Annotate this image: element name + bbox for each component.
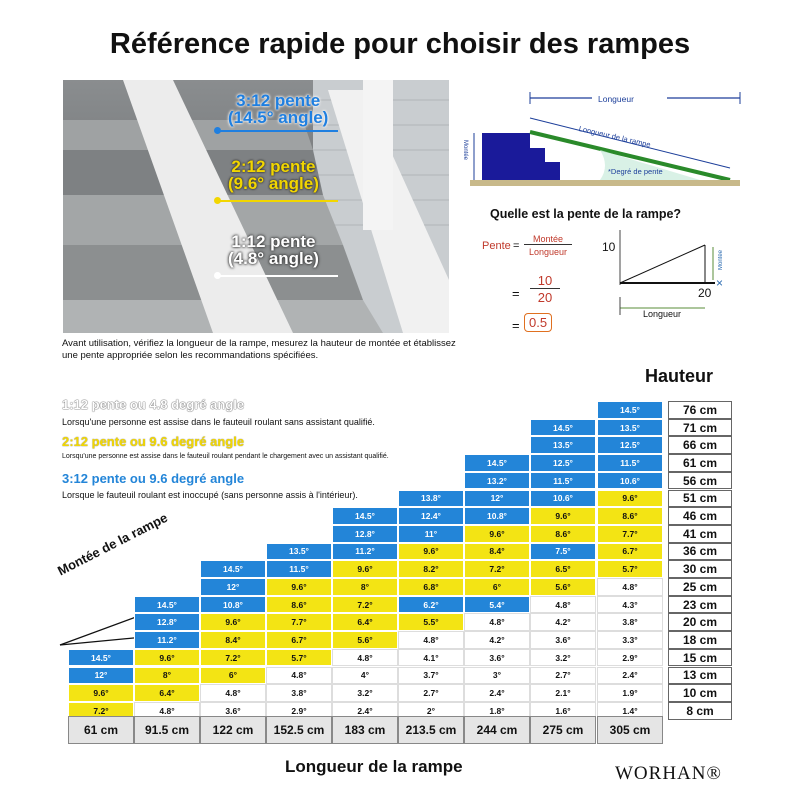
equals-sign-2: = [512,318,520,333]
height-cell: 46 cm [668,507,732,525]
fraction-20: 20 [537,290,553,305]
fraction-10: 10 [530,273,560,289]
table-cell: 4.8° [332,649,398,667]
slope-label-line2: (14.5° angle) [228,108,329,127]
white-line [218,275,338,277]
slope-label-line1: 2:12 pente [231,157,316,176]
table-cell: 10.8° [464,507,530,525]
table-cell: 6.7° [266,631,332,649]
table-cell: 14.5° [134,596,200,614]
table-cell: 3° [464,667,530,685]
legend-desc-3: Lorsque le fauteuil roulant est inoccupé (sans personne assis à l'intérieur). [62,490,358,500]
table-cell: 6.8° [398,578,464,596]
table-cell: 9.6° [530,507,596,525]
height-cell: 71 cm [668,419,732,437]
slope-question-title: Quelle est la pente de la rampe? [490,207,682,221]
formula-numerator: Montée [524,234,572,245]
legend-title-3: 3:12 pente ou 9.6 degré angle [62,471,245,486]
table-cell: 13.2° [464,472,530,490]
footer-title: Longueur de la rampe [285,757,463,776]
length-cell: 275 cm [530,716,596,744]
table-cell: 9.6° [398,543,464,561]
slope-label-line1: 3:12 pente [236,91,321,110]
table-cell: 3.7° [398,667,464,685]
height-cell: 10 cm [668,684,732,702]
table-cell: 2.7° [530,667,596,685]
table-cell: 4.8° [398,631,464,649]
legend-title-2: 2:12 pente ou 9.6 degré angle [62,434,245,449]
legend-title-1: 1:12 pente ou 4.8 degré angle [62,397,245,412]
table-cell: 4.8° [597,578,663,596]
table-cell: 8.2° [398,560,464,578]
table-cell: 7.7° [597,525,663,543]
table-cell: 2.9° [597,649,663,667]
length-cell: 244 cm [464,716,530,744]
table-cell: 9.6° [597,490,663,508]
table-cell: 1.8° [464,702,530,720]
table-cell: 8.6° [597,507,663,525]
table-cell: 5.5° [398,613,464,631]
table-cell: 8.6° [266,596,332,614]
table-cell: 6.4° [134,684,200,702]
table-cell: 8.4° [464,543,530,561]
table-cell: 3.2° [332,684,398,702]
table-cell: 6° [200,667,266,685]
table-cell: 3.6° [530,631,596,649]
length-cell: 152.5 cm [266,716,332,744]
table-cell: 9.6° [200,613,266,631]
table-cell: 11.2° [332,543,398,561]
brand-logo: WORHAN® [615,763,722,784]
yellow-line [218,200,338,202]
height-cell: 61 cm [668,454,732,472]
page-title: Référence rapide pour choisir des rampes [109,28,691,60]
table-cell: 5.4° [464,596,530,614]
table-cell: 4.8° [464,613,530,631]
table-cell: 14.5° [530,419,596,437]
table-cell: 12.4° [398,507,464,525]
blue-line [218,130,338,132]
table-cell: 7.7° [266,613,332,631]
table-cell: 9.6° [464,525,530,543]
height-cell: 15 cm [668,649,732,667]
pente-label: Pente [482,240,511,252]
table-cell: 12.5° [530,454,596,472]
table-cell: 14.5° [68,649,134,667]
table-cell: 4.2° [464,631,530,649]
hauteur-title: Hauteur [645,366,714,386]
table-cell: 14.5° [464,454,530,472]
table-cell: 4.8° [200,684,266,702]
length-cell: 122 cm [200,716,266,744]
table-cell: 2.9° [266,702,332,720]
table-cell: 3.2° [530,649,596,667]
table-cell: 2.7° [398,684,464,702]
slope-label-line2: (9.6° angle) [228,174,319,193]
table-cell: 6.7° [597,543,663,561]
length-cell: 305 cm [597,716,663,744]
table-cell: 7.2° [68,702,134,720]
table-cell: 12° [68,667,134,685]
table-cell: 4.8° [266,667,332,685]
table-cell: 2.4° [332,702,398,720]
table-cell: 11° [398,525,464,543]
table-cell: 8° [332,578,398,596]
height-cell: 25 cm [668,578,732,596]
table-cell: 13.5° [530,436,596,454]
table-cell: 3.6° [464,649,530,667]
table-cell: 14.5° [332,507,398,525]
slope-label-1-12 [228,233,319,267]
table-cell: 3.6° [200,702,266,720]
usage-note: Avant utilisation, vérifiez la longueur de la rampe, mesurez la hauteur de montée et établissez une pente appropriée selon les recommandations spécifiées. [62,338,456,361]
table-cell: 6.2° [398,596,464,614]
table-cell: 13.8° [398,490,464,508]
legend-desc-1: Lorsqu'une personne est assise dans le fauteuil roulant sans assistant qualifié. [62,417,375,427]
diagram-longueur: Longueur [598,94,634,104]
table-cell: 6° [464,578,530,596]
table-cell: 5.6° [530,578,596,596]
table-cell: 2.1° [530,684,596,702]
table-cell: 8° [134,667,200,685]
table-cell: 2.4° [464,684,530,702]
table-cell: 11.5° [530,472,596,490]
table-cell: 7.5° [530,543,596,561]
legend-desc-2: Lorsqu'une personne est assise dans le fauteuil roulant pendant le chargement avec un assistant qualifié. [62,453,389,460]
table-cell: 9.6° [332,560,398,578]
ramp-diagram [460,88,750,200]
table-cell: 10.6° [530,490,596,508]
slope-label-line1: 1:12 pente [231,232,316,251]
table-cell: 12.8° [332,525,398,543]
table-cell: 7.2° [200,649,266,667]
height-cell: 56 cm [668,472,732,490]
height-cell: 23 cm [668,596,732,614]
table-cell: 4.8° [134,702,200,720]
height-cell: 51 cm [668,490,732,508]
slope-result: 0.5 [524,313,552,332]
table-cell: 5.7° [266,649,332,667]
table-cell: 11.2° [134,631,200,649]
table-cell: 7.2° [464,560,530,578]
table-cell: 7.2° [332,596,398,614]
table-cell: 6.4° [332,613,398,631]
table-cell: 12° [200,578,266,596]
table-cell: 8.6° [530,525,596,543]
graph-x-mark: × [716,276,724,290]
table-cell: 1.6° [530,702,596,720]
equals-sign: = [512,286,520,301]
table-cell: 14.5° [200,560,266,578]
table-cell: 3.3° [597,631,663,649]
height-cell: 13 cm [668,667,732,685]
table-cell: 5.6° [332,631,398,649]
height-cell: 76 cm [668,401,732,419]
height-cell: 41 cm [668,525,732,543]
table-cell: 4.1° [398,649,464,667]
formula-denominator: Longueur [528,247,568,257]
table-cell: 12.8° [134,613,200,631]
graph-y-10: 10 [602,240,616,254]
height-cell: 36 cm [668,543,732,561]
height-cell: 66 cm [668,436,732,454]
table-cell: 1.9° [597,684,663,702]
table-cell: 5.7° [597,560,663,578]
table-cell: 6.5° [530,560,596,578]
table-cell: 12° [464,490,530,508]
table-cell: 9.6° [68,684,134,702]
table-cell: 2° [398,702,464,720]
table-cell: 1.4° [597,702,663,720]
table-cell: 14.5° [597,401,663,419]
graph-montee: Montée [718,250,724,271]
length-cell: 213.5 cm [398,716,464,744]
table-cell: 13.5° [597,419,663,437]
table-cell: 4.2° [530,613,596,631]
graph-x-20: 20 [698,286,712,300]
table-cell: 13.5° [266,543,332,561]
length-cell: 183 cm [332,716,398,744]
table-cell: 2.4° [597,667,663,685]
slope-label-2-12 [228,158,319,192]
table-cell: 10.6° [597,472,663,490]
table-cell: 9.6° [134,649,200,667]
table-cell: 8.4° [200,631,266,649]
table-cell: 12.5° [597,436,663,454]
length-cell: 91.5 cm [134,716,200,744]
diagram-longueur-rampe: Longueur de la rampe [577,124,652,150]
table-cell: 4.8° [530,596,596,614]
length-cell: 61 cm [68,716,134,744]
height-cell: 8 cm [668,702,732,720]
height-cell: 20 cm [668,613,732,631]
table-cell: 10.8° [200,596,266,614]
table-cell: 11.5° [266,560,332,578]
height-cell: 30 cm [668,560,732,578]
table-cell: 3.8° [597,613,663,631]
graph-longueur: Longueur [643,309,682,319]
table-cell: 11.5° [597,454,663,472]
table-cell: 4° [332,667,398,685]
height-cell: 18 cm [668,631,732,649]
montee-label: Montée de la rampe [55,509,170,579]
diagram-montee: Montée [462,140,468,161]
slope-label-3-12 [228,92,328,126]
slope-label-line2: (4.8° angle) [228,249,319,268]
table-cell: 9.6° [266,578,332,596]
table-cell: 3.8° [266,684,332,702]
table-cell: 4.3° [597,596,663,614]
diagram-degre: *Degré de pente [608,167,663,176]
